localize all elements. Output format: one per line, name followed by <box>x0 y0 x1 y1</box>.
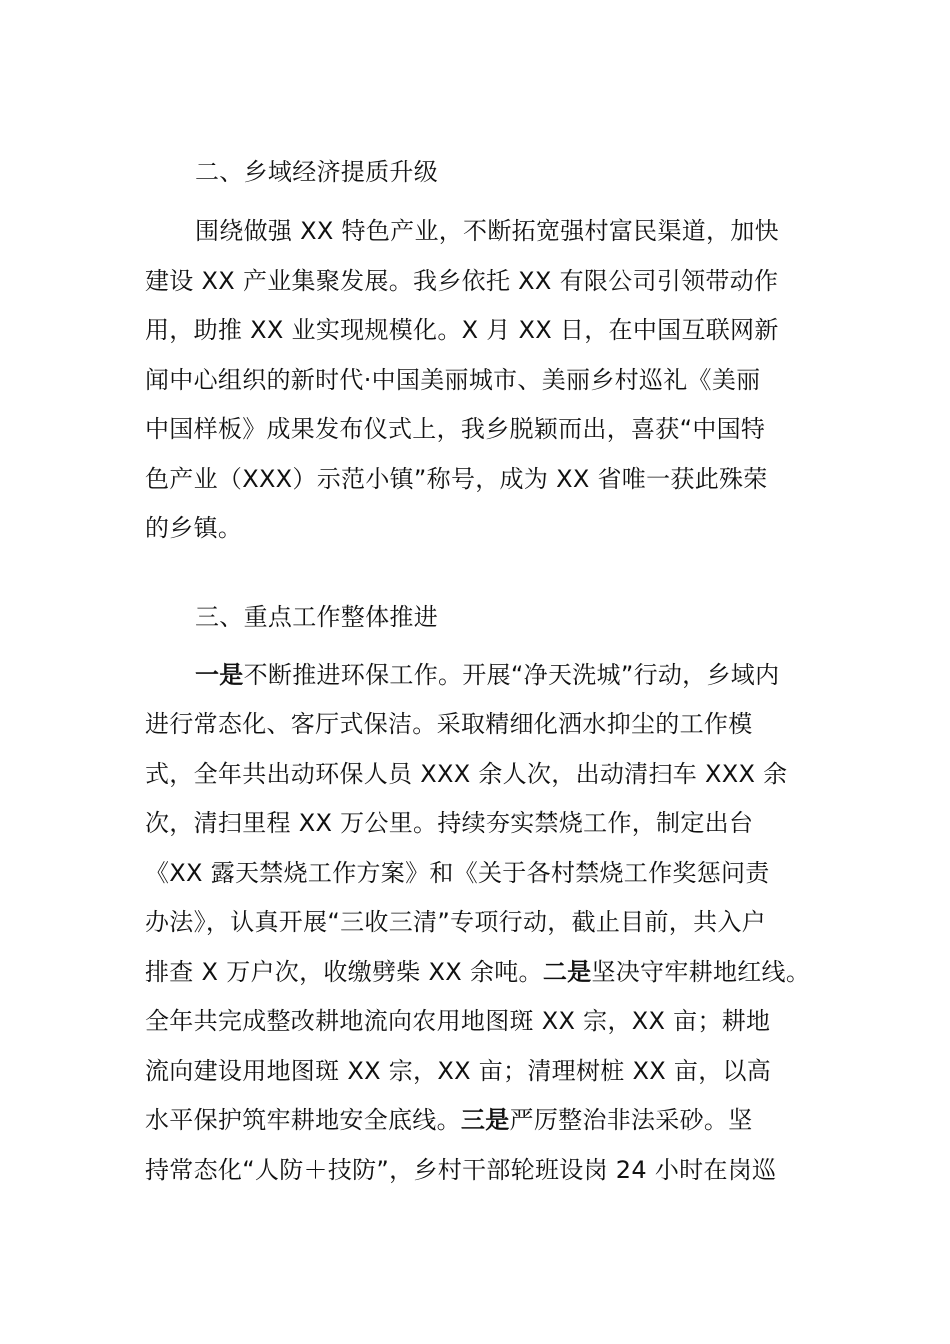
text-segment: 流向建设用地图斑 XX 宗，XX 亩；清理树桩 XX 亩，以高 <box>145 1057 772 1085</box>
paragraph-line <box>145 1105 753 1135</box>
section-heading: 三、重点工作整体推进 <box>195 603 438 631</box>
text-segment: 持常态化“人防＋技防”，乡村干部轮班设岗 24 小时在岗巡 <box>145 1156 777 1184</box>
paragraph-line <box>195 660 779 690</box>
text-segment: 排查 X 万户次，收缴劈柴 XX 余吨。 <box>145 958 543 986</box>
text-segment: 坚决守牢耕地红线。 <box>591 958 811 986</box>
text-segment: 办法》，认真开展“三收三清”专项行动，截止目前，共入户 <box>145 908 766 936</box>
paragraph-line <box>145 513 242 543</box>
paragraph-line <box>145 858 770 888</box>
paragraph-line <box>145 365 760 395</box>
paragraph-line <box>145 709 753 739</box>
text-segment: 全年共完成整改耕地流向农用地图斑 XX 宗，XX 亩；耕地 <box>145 1007 771 1035</box>
text-segment: 闻中心组织的新时代·中国美丽城市、美丽乡村巡礼《美丽 <box>145 366 761 394</box>
text-segment: 严厉整治非法采砂。坚 <box>509 1106 753 1134</box>
text-segment: 色产业（XXX）示范小镇”称号，成为 XX 省唯一获此殊荣 <box>145 465 768 493</box>
text-segment: 《XX 露天禁烧工作方案》和《关于各村禁烧工作奖惩问责 <box>145 859 770 887</box>
paragraph-line <box>145 907 766 937</box>
text-segment: 进行常态化、客厅式保洁。采取精细化洒水抑尘的工作模 <box>145 710 753 738</box>
paragraph-line <box>145 808 753 838</box>
text-segment: 建设 XX 产业集聚发展。我乡依托 XX 有限公司引领带动作 <box>145 267 779 295</box>
text-segment: 中国样板》成果发布仪式上，我乡脱颖而出，喜获“中国特 <box>145 415 766 443</box>
text-segment: 不断推进环保工作。开展“净天洗城”行动，乡域内 <box>243 661 780 689</box>
paragraph-line <box>145 414 765 444</box>
bold-lead-text: 二是 <box>542 958 592 986</box>
paragraph-line <box>145 1006 770 1036</box>
bold-lead-text: 一是 <box>195 661 244 689</box>
paragraph-line <box>195 216 779 246</box>
paragraph-line <box>145 957 810 987</box>
text-segment: 的乡镇。 <box>145 514 243 542</box>
paragraph-line <box>145 315 779 345</box>
paragraph-line <box>145 759 787 789</box>
section-heading: 二、乡域经济提质升级 <box>195 158 438 186</box>
text-segment: 用，助推 XX 业实现规模化。X 月 XX 日，在中国互联网新 <box>145 316 779 344</box>
bold-lead-text: 三是 <box>460 1106 510 1134</box>
paragraph-line <box>145 266 778 296</box>
paragraph-line <box>145 1056 771 1086</box>
text-segment: 围绕做强 XX 特色产业，不断拓宽强村富民渠道，加快 <box>195 217 779 245</box>
paragraph-line <box>145 464 768 494</box>
paragraph-line <box>145 1155 776 1185</box>
text-segment: 水平保护筑牢耕地安全底线。 <box>145 1106 461 1134</box>
text-segment: 次，清扫里程 XX 万公里。持续夯实禁烧工作，制定出台 <box>145 809 754 837</box>
text-segment: 式，全年共出动环保人员 XXX 余人次，出动清扫车 XXX 余 <box>145 760 788 788</box>
